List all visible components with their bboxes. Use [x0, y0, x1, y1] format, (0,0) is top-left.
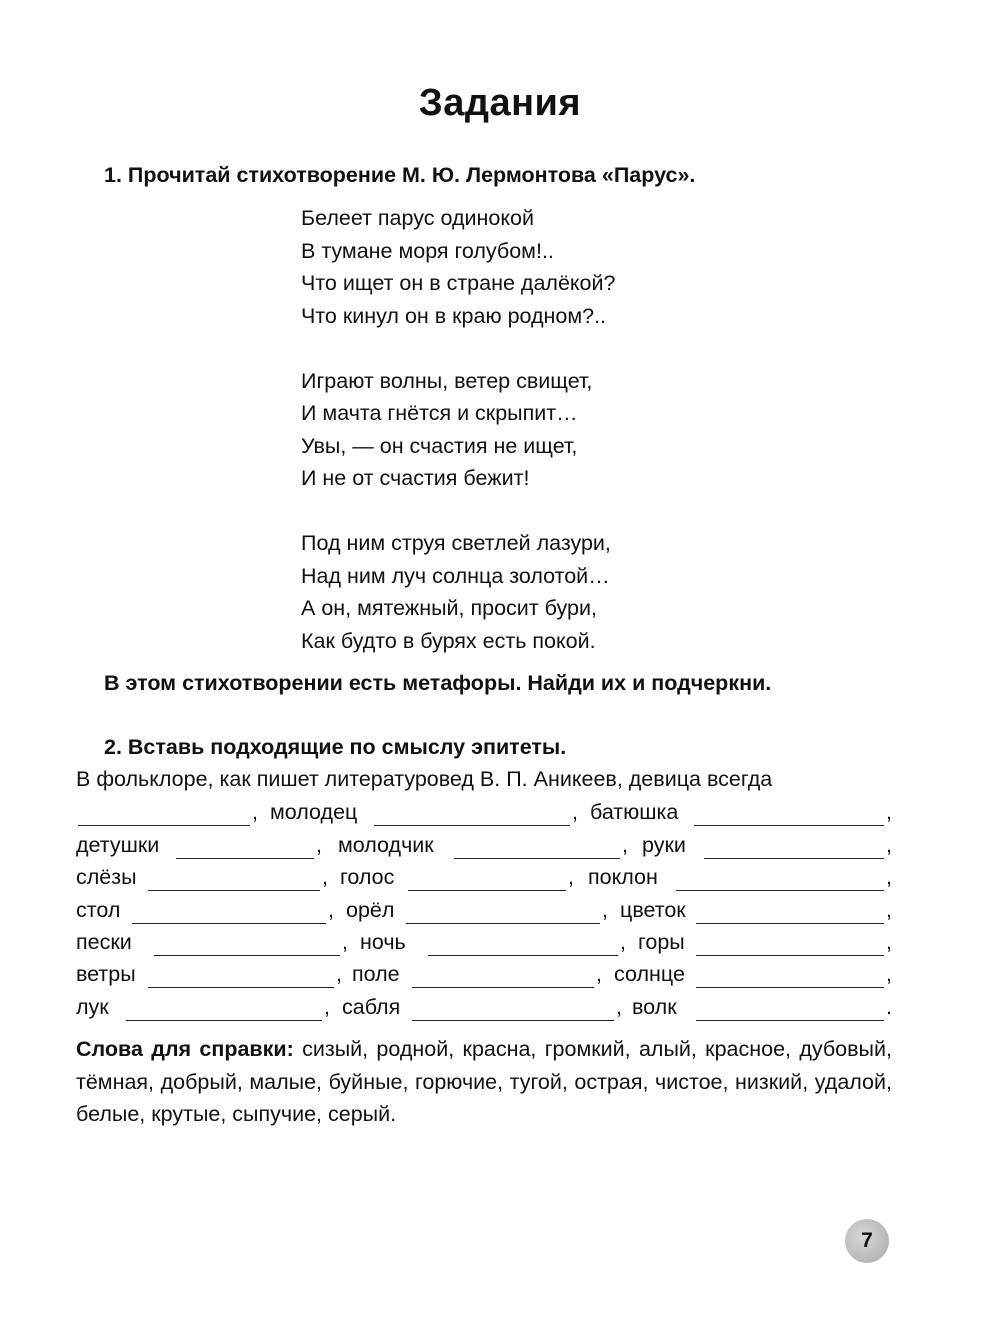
reference-words: [76, 1033, 892, 1131]
noun-label: молодчик: [338, 833, 434, 857]
answer-blank[interactable]: [696, 987, 884, 988]
noun-label: лук: [76, 995, 109, 1019]
answer-blank[interactable]: [454, 858, 620, 859]
answer-blank[interactable]: [696, 1020, 884, 1021]
noun-label: пески: [76, 930, 132, 954]
answer-blank[interactable]: [374, 825, 570, 826]
poem-line: Что кинул он в краю родном?..: [301, 303, 607, 328]
noun-label: слёзы: [76, 865, 137, 889]
poem: [301, 202, 615, 657]
comma: ,: [316, 833, 322, 857]
answer-blank[interactable]: [154, 955, 340, 956]
poem-line: Играют волны, ветер свищет,: [301, 368, 593, 393]
poem-line: Как будто в бурях есть покой.: [301, 628, 596, 653]
answer-blank[interactable]: [694, 825, 884, 826]
task2-intro: В фольклоре, как пишет литературовед В. П. Аникеев, девица всегда: [76, 767, 773, 791]
poem-line: Над ним луч солнца золотой…: [301, 563, 610, 588]
noun-label: батюшка: [590, 800, 679, 824]
noun-label: горы: [638, 930, 685, 954]
poem-line: И не от счастия бежит!: [301, 466, 530, 490]
comma: ,: [602, 898, 608, 922]
noun-label: волк: [632, 995, 677, 1019]
epithet-row: [76, 995, 892, 1027]
answer-blank[interactable]: [704, 858, 884, 859]
answer-blank[interactable]: [412, 1020, 614, 1021]
noun-label: детушки: [76, 833, 160, 857]
comma: ,: [620, 930, 626, 954]
noun-label: солнце: [614, 962, 685, 986]
poem-stanza-2: [301, 365, 615, 495]
comma: ,: [616, 995, 622, 1019]
poem-line: В тумане моря голубом!..: [301, 238, 554, 263]
reference-list: сизый, родной, красна, громкий, алый, красное, дубовый, тёмная, добрый, малые, буйные, горючие, тугой, острая, чистое, низкий, удалой, белые, крутые, сыпучие, серый.: [76, 1037, 892, 1126]
noun-label: молодец: [270, 800, 358, 824]
epithet-row: [76, 800, 892, 832]
comma: ,: [886, 833, 892, 857]
comma: ,: [886, 898, 892, 922]
task2-heading: 2. Вставь подходящие по смыслу эпитеты.: [104, 735, 567, 759]
comma: ,: [572, 800, 578, 824]
poem-stanza-3: [301, 527, 615, 657]
poem-stanza-1: [301, 202, 615, 332]
answer-blank[interactable]: [176, 858, 314, 859]
poem-line: Белеет парус одинокой: [301, 206, 534, 230]
epithet-row: [76, 898, 892, 930]
comma: ,: [568, 865, 574, 889]
noun-label: поле: [352, 962, 400, 986]
comma: ,: [622, 833, 628, 857]
poem-line: Что ищет он в стране далёкой?: [301, 271, 616, 295]
noun-label: цветок: [620, 898, 686, 922]
answer-blank[interactable]: [406, 923, 600, 924]
comma: ,: [886, 865, 892, 889]
answer-blank[interactable]: [408, 890, 566, 891]
task1-heading: 1. Прочитай стихотворение М. Ю. Лермонтова «Парус».: [104, 163, 696, 187]
answer-blank[interactable]: [148, 890, 320, 891]
answer-blank[interactable]: [132, 923, 326, 924]
comma: ,: [252, 800, 258, 824]
comma: ,: [342, 930, 348, 954]
epithet-row: [76, 865, 892, 897]
noun-label: ночь: [360, 930, 406, 954]
poem-line: Под ним струя светлей лазури,: [301, 531, 611, 555]
page-number: 7: [845, 1219, 889, 1263]
comma: ,: [324, 995, 330, 1019]
comma: ,: [322, 865, 328, 889]
comma: ,: [886, 962, 892, 986]
answer-blank[interactable]: [412, 987, 594, 988]
poem-line: Увы, — он счастия не ищет,: [301, 433, 578, 458]
answer-blank[interactable]: [78, 825, 250, 826]
comma: ,: [596, 962, 602, 986]
page-title: Задания: [418, 82, 582, 124]
epithet-row: [76, 930, 892, 962]
period: .: [886, 995, 892, 1019]
reference-label: Слова для справки:: [76, 1037, 294, 1061]
answer-blank[interactable]: [696, 923, 884, 924]
answer-blank[interactable]: [696, 955, 884, 956]
comma: ,: [886, 930, 892, 954]
answer-blank[interactable]: [428, 955, 618, 956]
noun-label: сабля: [342, 995, 401, 1019]
comma: ,: [886, 800, 892, 824]
answer-blank[interactable]: [148, 987, 334, 988]
noun-label: голос: [340, 865, 395, 889]
comma: ,: [328, 898, 334, 922]
noun-label: поклон: [588, 865, 658, 889]
epithet-row: [76, 833, 892, 865]
poem-line: А он, мятежный, просит бури,: [301, 596, 597, 620]
answer-blank[interactable]: [676, 890, 884, 891]
noun-label: орёл: [346, 898, 395, 922]
epithet-row: [76, 962, 892, 994]
task1-instruction: В этом стихотворении есть метафоры. Найди их и подчеркни.: [104, 671, 772, 695]
answer-blank[interactable]: [126, 1020, 322, 1021]
comma: ,: [336, 962, 342, 986]
poem-line: И мачта гнётся и скрыпит…: [301, 401, 578, 425]
noun-label: ветры: [76, 962, 136, 986]
noun-label: руки: [642, 833, 686, 857]
noun-label: стол: [76, 898, 121, 922]
